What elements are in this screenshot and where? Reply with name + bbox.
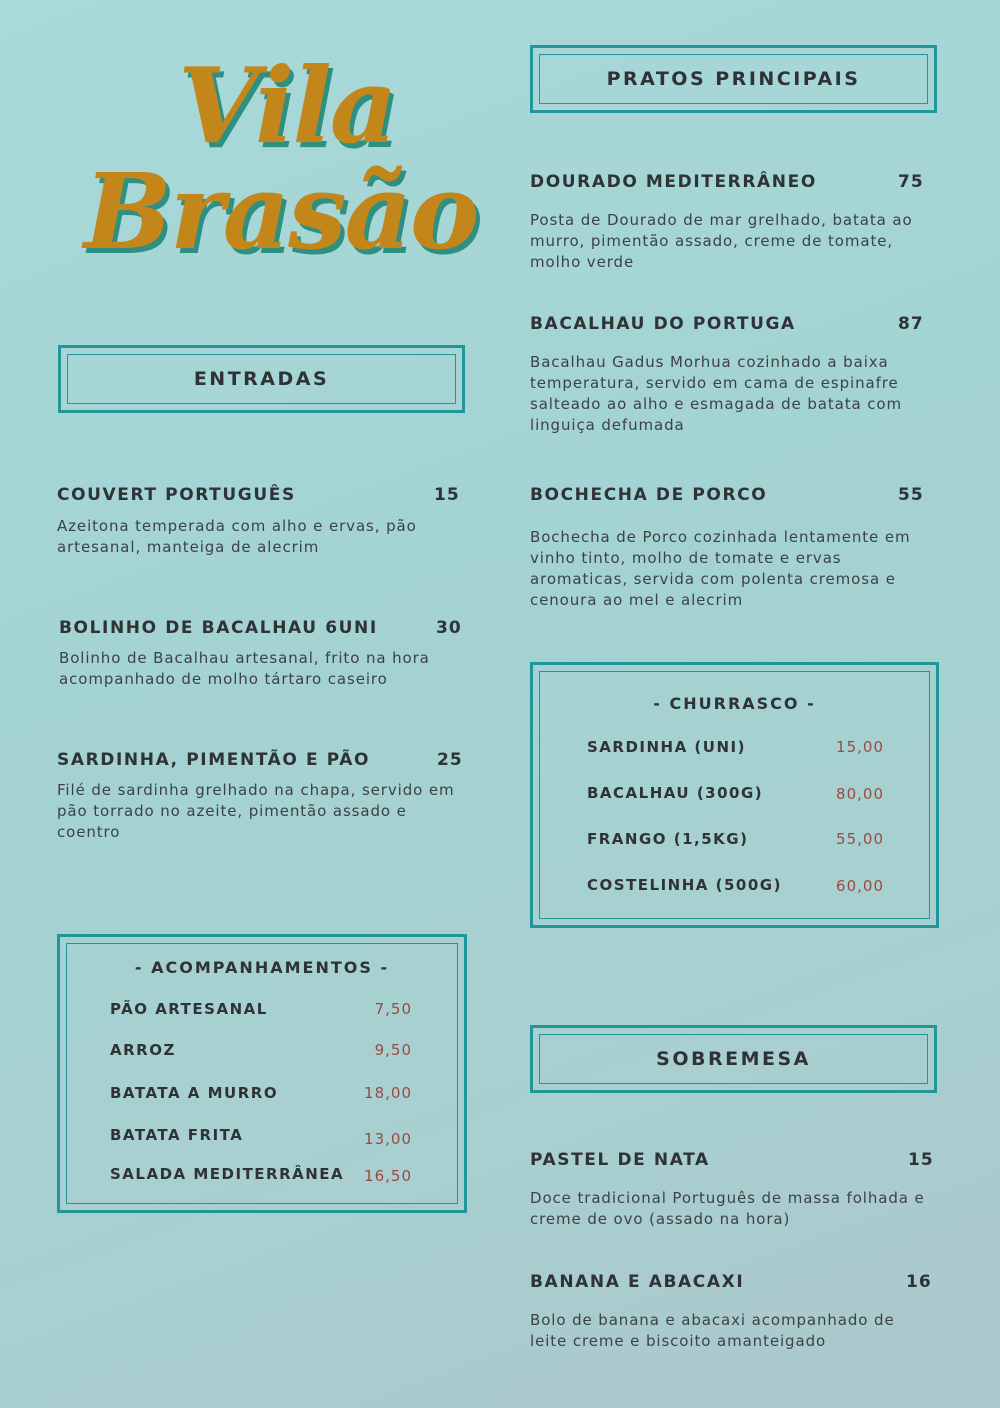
prato-price-3: 55 <box>898 485 924 505</box>
sobremesa-price-2: 16 <box>906 1272 932 1292</box>
acompanhamentos-title: - ACOMPANHAMENTOS - <box>134 958 390 977</box>
entradas-title: ENTRADAS <box>193 368 330 390</box>
sobremesa-title: SOBREMESA <box>656 1048 811 1070</box>
churrasco-price-1: 15,00 <box>836 738 884 756</box>
churrasco-name-1: SARDINHA (UNI) <box>587 738 746 756</box>
logo-line-2: Brasão <box>84 150 478 273</box>
prato-desc-2: Bacalhau Gadus Morhua cozinhado a baixa temperatura, servido em cama de espinafre salteado ao alho e esmagada de batata com linguiça defumada <box>530 353 903 434</box>
entrada-desc-2: Bolinho de Bacalhau artesanal, frito na hora acompanhado de molho tártaro caseiro <box>59 649 430 688</box>
acomp-name-5: SALADA MEDITERRÂNEA <box>110 1165 345 1183</box>
prato-name-3: BOCHECHA DE PORCO <box>530 485 768 505</box>
entrada-name-1: COUVERT PORTUGUÊS <box>57 485 296 505</box>
entrada-price-1: 15 <box>434 485 460 505</box>
sobremesa-name-1: PASTEL DE NATA <box>530 1150 710 1170</box>
logo-line-1: Vila <box>178 44 396 167</box>
churrasco-title: - CHURRASCO - <box>653 694 816 713</box>
sobremesa-header-frame <box>530 1025 937 1093</box>
prato-name-1: DOURADO MEDITERRÂNEO <box>530 172 817 192</box>
acomp-price-5: 16,50 <box>364 1167 412 1185</box>
prato-name-2: BACALHAU DO PORTUGA <box>530 314 796 334</box>
sobremesa-desc-1: Doce tradicional Português de massa folhada e creme de ovo (assado na hora) <box>530 1189 925 1228</box>
sobremesa-price-1: 15 <box>908 1150 934 1170</box>
entrada-price-2: 30 <box>436 618 462 638</box>
entrada-price-3: 25 <box>437 750 463 770</box>
acomp-name-4: BATATA FRITA <box>110 1126 244 1144</box>
sobremesa-desc-2: Bolo de banana e abacaxi acompanhado de leite creme e biscoito amanteigado <box>530 1311 895 1350</box>
pratos-header-frame <box>530 45 937 113</box>
entrada-desc-1: Azeitona temperada com alho e ervas, pão artesanal, manteiga de alecrim <box>57 517 417 556</box>
entrada-name-3: SARDINHA, PIMENTÃO E PÃO <box>57 750 371 770</box>
entrada-name-2: BOLINHO DE BACALHAU 6UNI <box>59 618 378 638</box>
acomp-price-3: 18,00 <box>364 1084 412 1102</box>
acomp-name-1: PÃO ARTESANAL <box>110 1000 268 1018</box>
sobremesa-name-2: BANANA E ABACAXI <box>530 1272 745 1292</box>
churrasco-box <box>530 662 939 928</box>
acomp-name-2: ARROZ <box>110 1041 176 1059</box>
acomp-price-2: 9,50 <box>374 1041 412 1059</box>
churrasco-name-4: COSTELINHA (500G) <box>587 876 782 894</box>
acomp-price-4: 13,00 <box>364 1130 412 1148</box>
acompanhamentos-box <box>57 934 467 1213</box>
churrasco-price-4: 60,00 <box>836 877 884 895</box>
prato-desc-3: Bochecha de Porco cozinhada lentamente em vinho tinto, molho de tomate e ervas aromaticas, servida com polenta cremosa e cenoura ao mel e alecrim <box>530 528 911 609</box>
churrasco-price-3: 55,00 <box>836 830 884 848</box>
churrasco-name-2: BACALHAU (300G) <box>587 784 764 802</box>
prato-desc-1: Posta de Dourado de mar grelhado, batata ao murro, pimentão assado, creme de tomate, molho verde <box>530 211 913 271</box>
pratos-title: PRATOS PRINCIPAIS <box>606 68 861 90</box>
prato-price-2: 87 <box>898 314 924 334</box>
acomp-name-3: BATATA A MURRO <box>110 1084 279 1102</box>
churrasco-price-2: 80,00 <box>836 785 884 803</box>
acomp-price-1: 7,50 <box>374 1000 412 1018</box>
churrasco-name-3: FRANGO (1,5KG) <box>587 830 749 848</box>
entrada-desc-3: Filé de sardinha grelhado na chapa, servido em pão torrado no azeite, pimentão assado e coentro <box>57 781 455 841</box>
entradas-header-frame <box>58 345 465 413</box>
prato-price-1: 75 <box>898 172 924 192</box>
